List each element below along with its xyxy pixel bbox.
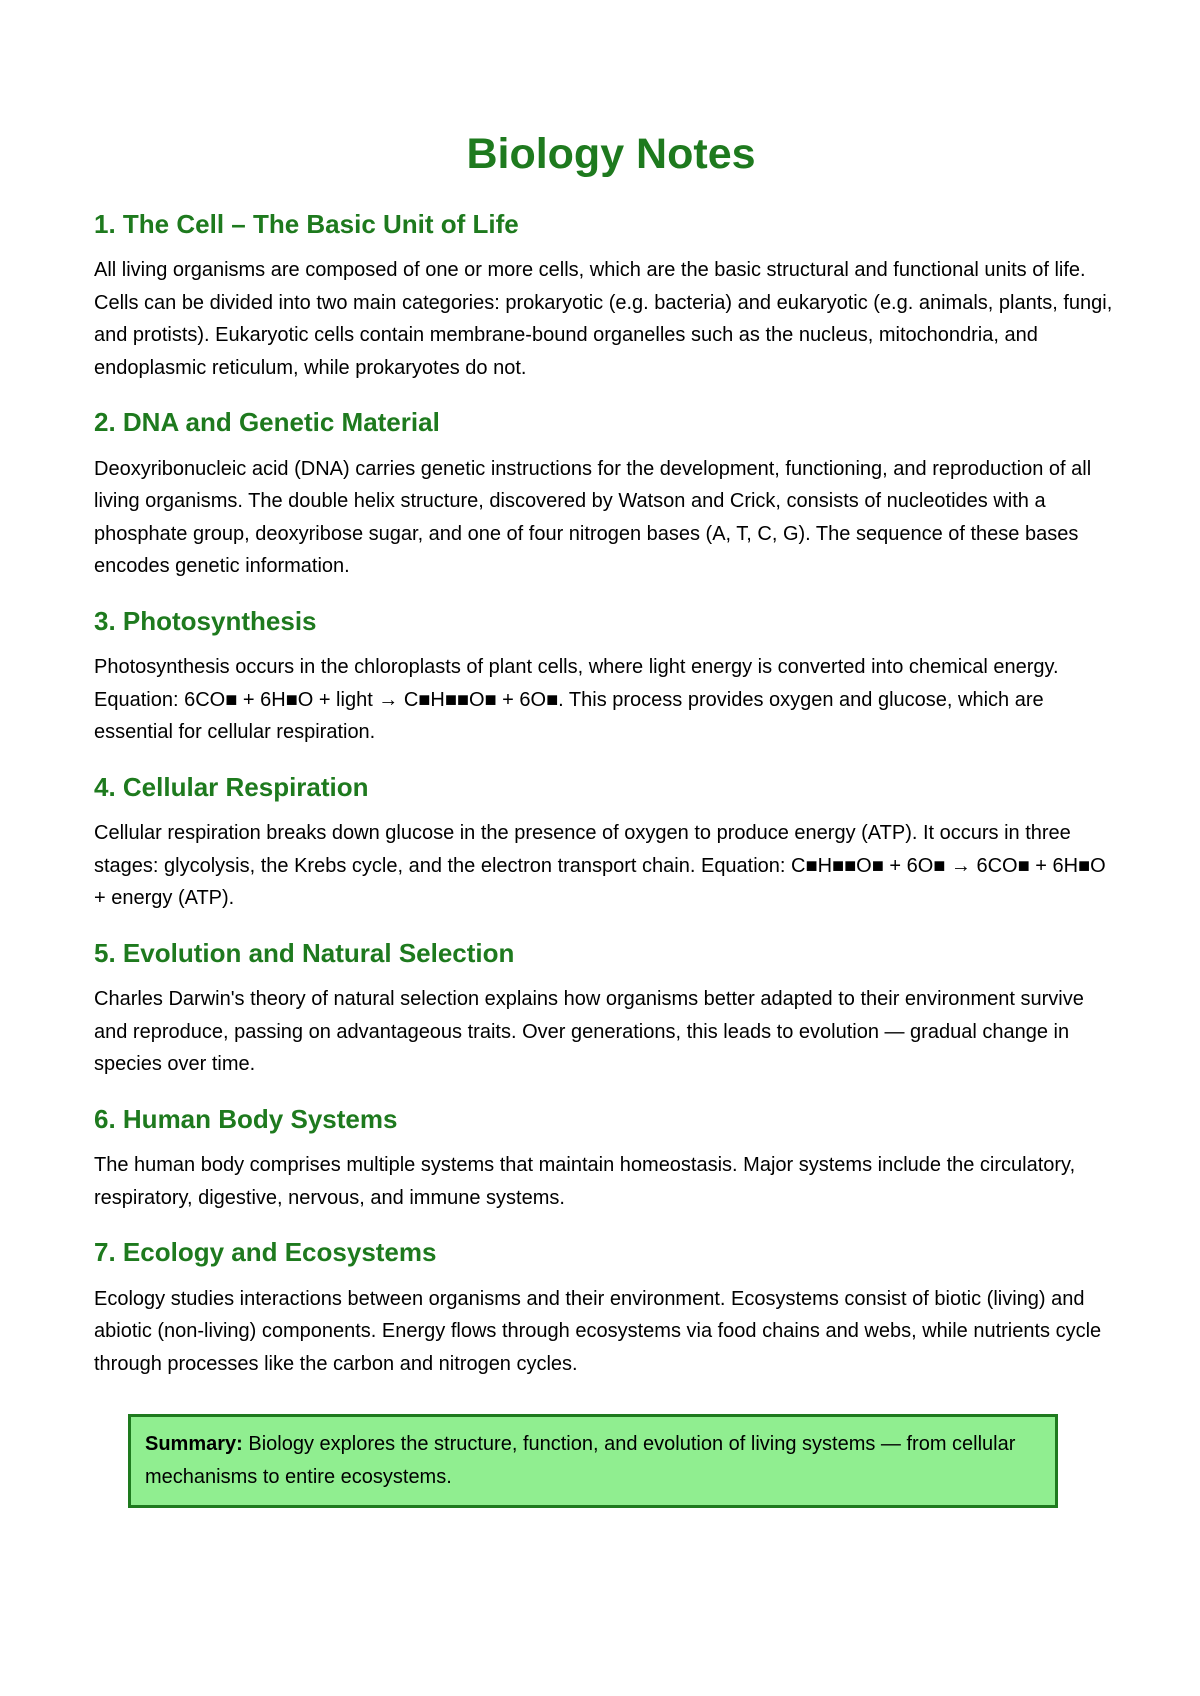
summary-text: Biology explores the structure, function, and evolution of living systems — from cellular mechanisms to entire ecosystems.: [145, 1433, 1016, 1488]
document-title: Biology Notes: [466, 130, 756, 178]
section-body: The human body comprises multiple systems that maintain homeostasis. Major systems include the circulatory, respiratory, digestive, nervous, and immune systems.: [94, 1154, 1076, 1209]
section-heading: 2. DNA and Genetic Material: [94, 407, 440, 438]
summary-box: [128, 1414, 1058, 1508]
section-body: Ecology studies interactions between organisms and their environment. Ecosystems consist of biotic (living) and abiotic (non-living) components. Energy flows through ecosystems via food chains and webs, while nutrients cycle through processes like the carbon and nitrogen cycles.: [94, 1287, 1102, 1375]
section-heading: 4. Cellular Respiration: [94, 771, 369, 802]
section-body: All living organisms are composed of one or more cells, which are the basic structural and functional units of life. Cells can be divided into two main categories: prokaryotic (e.g. bacteria) and eukaryotic (e.g. animals, plants, fungi, and protists). Eukaryotic cells contain membrane-bound organelles such as the nucleus, mitochondria, and endoplasmic reticulum, while prokaryotes do not.: [94, 259, 1113, 379]
section-heading: 1. The Cell – The Basic Unit of Life: [94, 208, 519, 239]
document-page: [94, 128, 1114, 1508]
section-heading: 6. Human Body Systems: [94, 1103, 398, 1134]
section-heading: 3. Photosynthesis: [94, 605, 317, 636]
section-body: Deoxyribonucleic acid (DNA) carries genetic instructions for the development, functioning, and reproduction of all living organisms. The double helix structure, discovered by Watson and Crick, consists of nucleotides with a phosphate group, deoxyribose sugar, and one of four nitrogen bases (A, T, C, G). The sequence of these bases encodes genetic information.: [94, 457, 1092, 578]
section-ecology: [94, 1236, 1114, 1380]
section-cellular-respiration: [94, 771, 1114, 915]
section-cell: [94, 208, 1114, 385]
summary-label: Summary:: [145, 1433, 243, 1456]
section-evolution: [94, 937, 1114, 1081]
section-heading: 7. Ecology and Ecosystems: [94, 1237, 437, 1268]
section-dna: [94, 406, 1114, 583]
section-body: Charles Darwin's theory of natural selection explains how organisms better adapted to their environment survive and reproduce, passing on advantageous traits. Over generations, this leads to evolution — gradual change in species over time.: [94, 988, 1084, 1076]
section-photosynthesis: [94, 605, 1114, 749]
section-heading: 5. Evolution and Natural Selection: [94, 937, 515, 968]
section-body: Photosynthesis occurs in the chloroplasts of plant cells, where light energy is converted into chemical energy. Equation: 6CO■ + 6H■O + light → C■H■■O■ + 6O■. This process provides oxygen and glucose, which are essential for cellular respiration.: [94, 656, 1059, 744]
section-human-body-systems: [94, 1103, 1114, 1215]
section-body: Cellular respiration breaks down glucose in the presence of oxygen to produce energy (ATP). It occurs in three stages: glycolysis, the Krebs cycle, and the electron transport chain. Equation: C■H■■O■ + 6O■ → 6CO■ + 6H■O + energy (ATP).: [94, 822, 1106, 910]
